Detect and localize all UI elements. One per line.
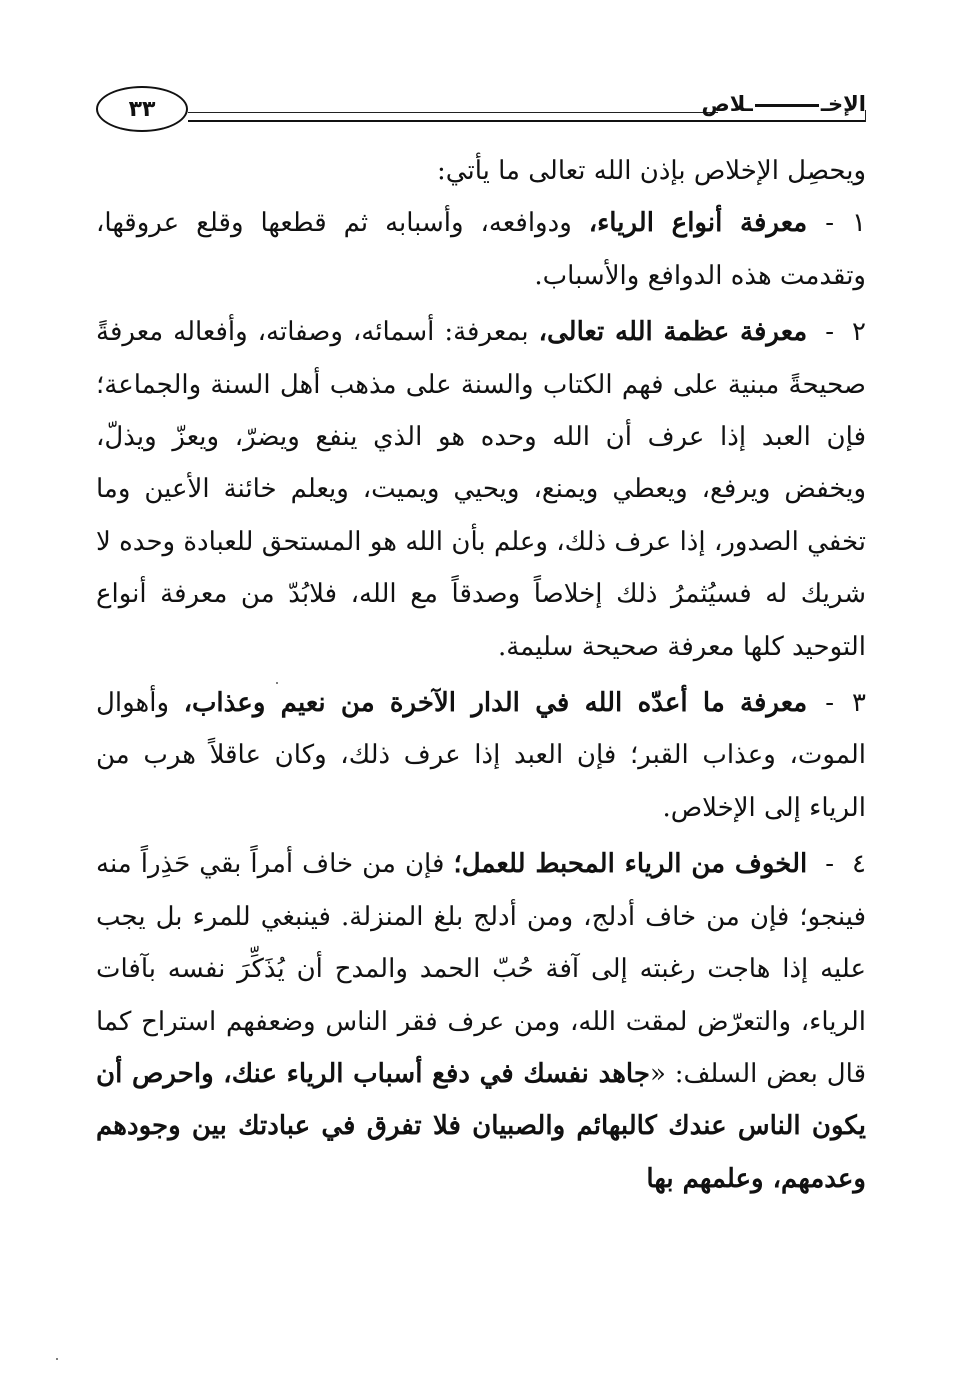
salaf-quote: جاهد نفسك في دفع أسباب الرياء عنك، واحرص أن يكون الناس عندك كالبهائم والصبيان فلا تفرق في عبادتك بين وجودهم وعدمهم، وعلمهم بها [96, 1058, 866, 1194]
item-heading: الخوف من الرياء المحبط للعمل؛ [453, 849, 808, 880]
list-item-4 [96, 838, 866, 1205]
item-dash: - [825, 849, 835, 880]
scan-speck [56, 1358, 58, 1360]
item-heading: معرفة عظمة الله تعالى، [538, 317, 808, 348]
scan-speck [276, 682, 278, 684]
item-text: وأهوال الموت، وعذاب القبر؛ فإن العبد إذا عرف ذلك، وكان عاقلاً هرب من الرياء إلى الإخلاص. [96, 688, 866, 823]
item-dash: - [825, 208, 835, 239]
page-body [96, 145, 866, 1209]
running-header [96, 84, 866, 140]
chapter-title-end: ـلاص [701, 92, 753, 116]
list-item-2 [96, 306, 866, 673]
item-dash: - [825, 688, 835, 719]
page-number: ٣٣ [128, 96, 156, 122]
item-number: ٣ [852, 688, 866, 719]
page-number-badge [96, 86, 188, 132]
item-text: فإن من خاف أمراً بقي حَذِراً منه فينجو؛ فإن من خاف أدلج، ومن أدلج بلغ المنزلة. فينبغي للمرء بل يجب عليه إذا هاجت رغبته إلى آفة حُبّ الحمد والمدح أن يُذَكِّرَ نفسه بآفات الرياء، والتعرّض لمقت الله، ومن عرف فقر الناس وضعفهم استراح كما قال بعض السلف: « [96, 849, 866, 1089]
intro-paragraph: ويحصِل الإخلاص بإذن الله تعالى ما يأتي: [437, 156, 866, 186]
chapter-title [701, 92, 866, 116]
item-number: ١ [852, 208, 866, 239]
item-number: ٤ [852, 849, 866, 880]
item-text: ودوافعه، وأسبابه ثم قطعها وقلع عروقها، وتقدمت هذه الدوافع والأسباب. [96, 208, 866, 291]
item-heading: معرفة ما أعدّه الله في الدار الآخرة من نعيم وعذاب، [183, 688, 808, 719]
list-item-1 [96, 197, 866, 302]
chapter-title-start: الإخـ [820, 92, 866, 116]
chapter-title-kashida [755, 104, 819, 107]
header-rule-thick [188, 120, 866, 122]
item-dash: - [825, 317, 835, 348]
header-rule-thin [188, 112, 718, 113]
item-text: بمعرفة: أسمائه، وصفاته، وأفعاله معرفةً صحيحةً مبنية على فهم الكتاب والسنة على مذهب أهل السنة والجماعة؛ فإن العبد إذا عرف أن الله وحده هو الذي ينفع ويضرّ، ويعزّ ويذلّ، ويخفض ويرفع، ويعطي ويمنع، ويحيي ويميت، ويعلم خائنة الأعين وما تخفي الصدور، إذا عرف ذلك، وعلم بأن الله هو المستحق للعبادة وحده لا شريك له فسيُثمرُ ذلك إخلاصاً وصدقاً مع الله، فلابُدّ من معرفة أنواع التوحيد كلها معرفة صحيحة سليمة. [96, 317, 866, 662]
item-heading: معرفة أنواع الرياء، [588, 208, 808, 239]
list-item-3 [96, 677, 866, 834]
item-number: ٢ [852, 317, 866, 348]
